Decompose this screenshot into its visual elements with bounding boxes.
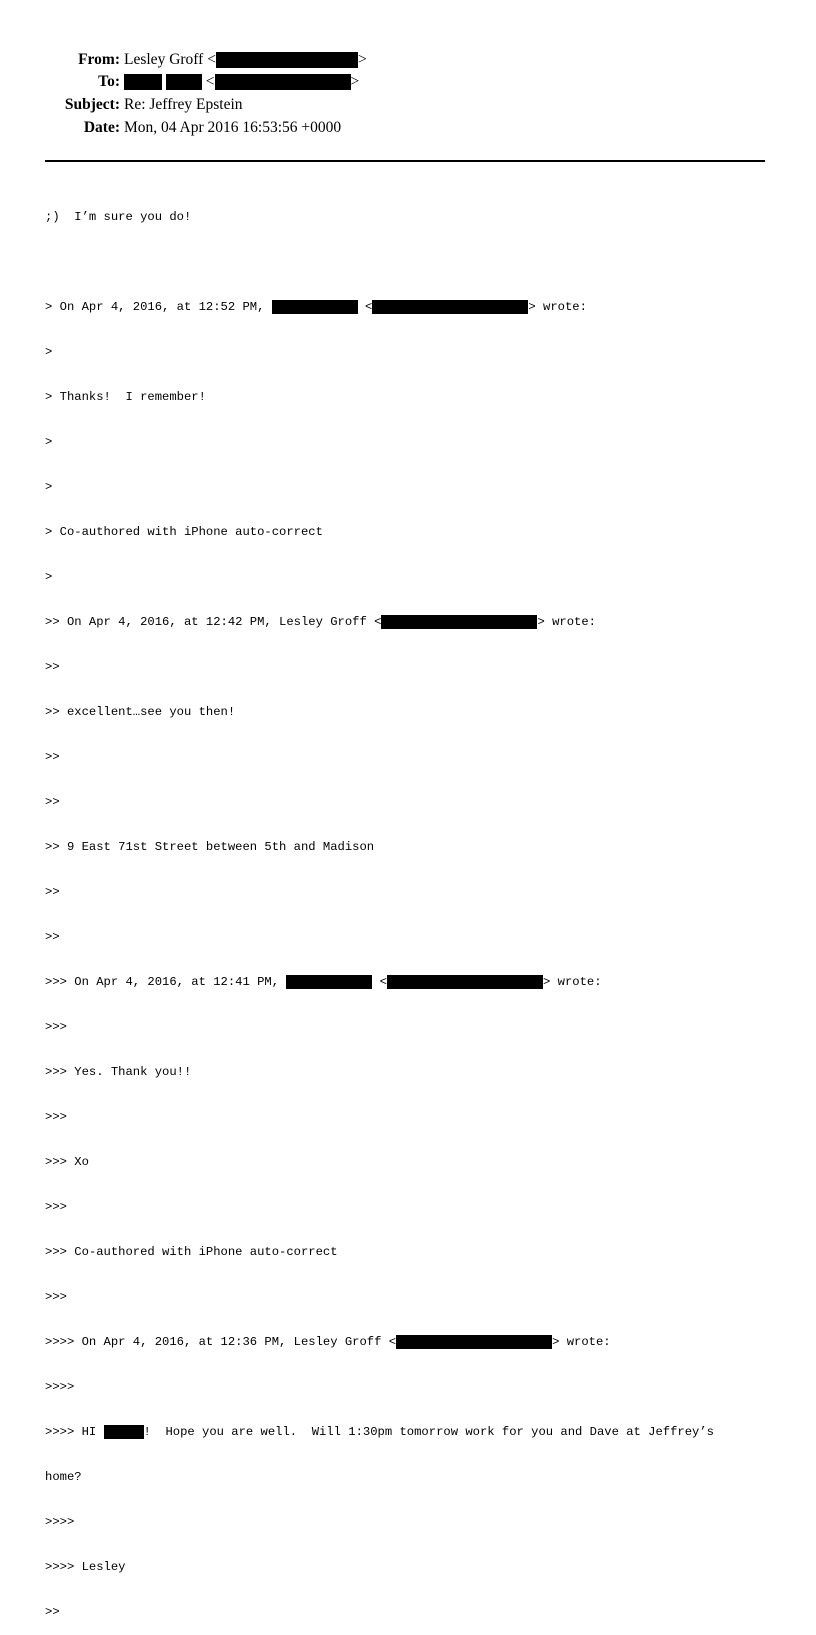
- body-line: >>> Yes. Thank you!!: [45, 1065, 192, 1079]
- body-line: >>>>: [45, 1380, 75, 1394]
- body-line: >: [45, 345, 53, 359]
- to-value: < >: [124, 73, 359, 91]
- body-line: >>: [45, 750, 60, 764]
- body-line: >>>: [45, 1200, 67, 1214]
- body-line: >>: [45, 1605, 60, 1619]
- body-line: >>: [45, 930, 60, 944]
- body-line: >>> On Apr 4, 2016, at 12:41 PM, < > wrote:: [45, 975, 602, 990]
- redaction-block: [216, 52, 358, 68]
- body-line: > Thanks! I remember!: [45, 390, 206, 404]
- body-line: >> 9 East 71st Street between 5th and Madison: [45, 840, 375, 854]
- body-line: >>>> On Apr 4, 2016, at 12:36 PM, Lesley Groff < > wrote:: [45, 1335, 611, 1350]
- redaction-block: [396, 1335, 552, 1349]
- body-line: >: [45, 480, 53, 494]
- body-line: home?: [45, 1470, 82, 1484]
- body-line: >: [45, 570, 53, 584]
- header-divider: [45, 160, 765, 162]
- date-label: Date:: [83, 119, 120, 136]
- redaction-block: [215, 74, 351, 90]
- body-line: >>>> HI ! Hope you are well. Will 1:30pm tomorrow work for you and Dave at Jeffrey’s: [45, 1425, 714, 1440]
- from-label: From:: [78, 51, 120, 68]
- to-label: To:: [98, 73, 120, 90]
- to-row: [0, 73, 816, 93]
- body-line: >>: [45, 885, 60, 899]
- subject-label: Subject:: [64, 96, 120, 113]
- redaction-block: [124, 74, 162, 90]
- date-row: [0, 119, 816, 139]
- body-line: >>>: [45, 1290, 67, 1304]
- redaction-block: [387, 975, 543, 989]
- body-line: >>>> Lesley: [45, 1560, 126, 1574]
- body-line: >>> Co-authored with iPhone auto-correct: [45, 1245, 338, 1259]
- redaction-block: [104, 1425, 144, 1439]
- body-line: >>>: [45, 1110, 67, 1124]
- body-line: >> excellent…see you then!: [45, 705, 236, 719]
- redaction-block: [286, 975, 372, 989]
- body-line: > On Apr 4, 2016, at 12:52 PM, < > wrote:: [45, 300, 587, 315]
- body-line: >: [45, 435, 53, 449]
- date-value: Mon, 04 Apr 2016 16:53:56 +0000: [124, 119, 342, 136]
- body-line: ;) I’m sure you do!: [45, 210, 192, 224]
- from-row: [0, 51, 816, 71]
- redaction-block: [381, 615, 537, 629]
- body-line: > Co-authored with iPhone auto-correct: [45, 525, 323, 539]
- subject-row: [0, 96, 816, 116]
- redaction-block: [372, 300, 528, 314]
- blank-line: [45, 255, 775, 270]
- subject-value: Re: Jeffrey Epstein: [124, 96, 243, 113]
- email-body: [45, 180, 775, 1635]
- redaction-block: [166, 74, 202, 90]
- body-line: >>>: [45, 1020, 67, 1034]
- from-value: Lesley Groff < >: [124, 51, 367, 68]
- redaction-block: [272, 300, 358, 314]
- body-line: >>>>: [45, 1515, 75, 1529]
- body-line: >>: [45, 795, 60, 809]
- body-line: >> On Apr 4, 2016, at 12:42 PM, Lesley Groff < > wrote:: [45, 615, 596, 630]
- body-line: >>> Xo: [45, 1155, 89, 1169]
- from-name: Lesley Groff: [124, 51, 204, 68]
- body-line: >>: [45, 660, 60, 674]
